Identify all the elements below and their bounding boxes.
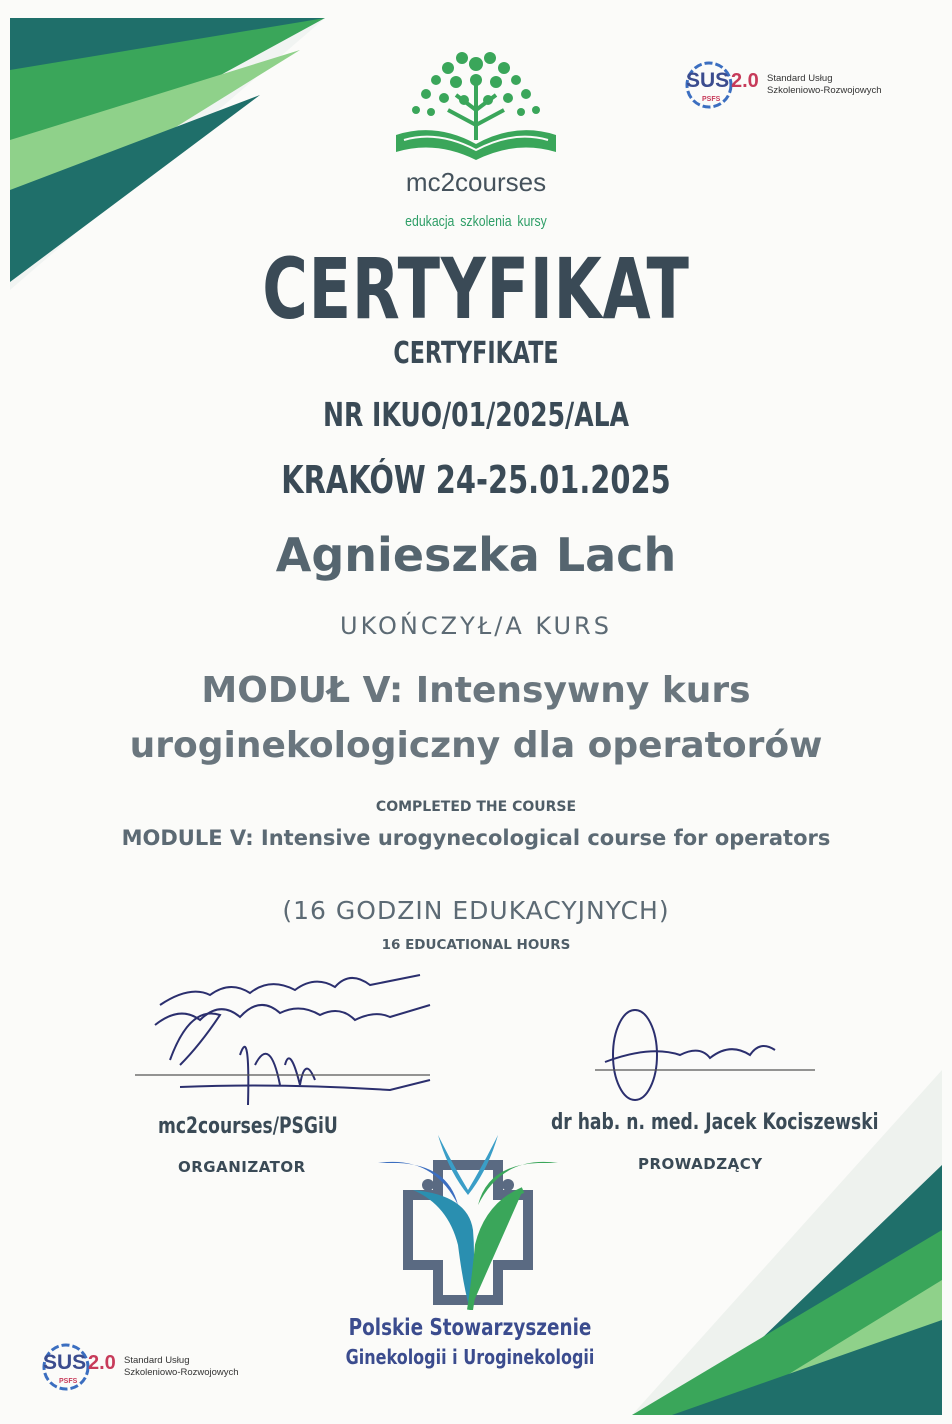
hours-pl: (16 GODZIN EDUKACYJNYCH)	[282, 896, 670, 925]
psgiu-name-line2: Ginekologii i Uroginekologii	[345, 1345, 595, 1369]
place-date: KRAKÓW 24-25.01.2025	[281, 458, 671, 502]
recipient-name: Agnieszka Lach	[275, 528, 677, 582]
tree-book-logo	[386, 40, 566, 168]
signature-organizer	[130, 965, 450, 1135]
sus-sub: PSFS	[59, 1378, 78, 1385]
sus-sub: PSFS	[702, 96, 721, 103]
sus-badge-top	[683, 60, 913, 110]
certificate-title: CERTYFIKAT	[262, 240, 690, 338]
signature-left-name: mc2courses/PSGiU	[158, 1114, 338, 1139]
sus-line2: Szkoleniowo-Rozwojowych	[767, 85, 882, 96]
sus-badge-bottom	[40, 1342, 270, 1392]
signature-left-role: ORGANIZATOR	[178, 1158, 306, 1176]
sus-version: 2.0	[88, 1352, 116, 1374]
signature-lecturer	[590, 1000, 830, 1110]
signature-right-role: PROWADZĄCY	[638, 1155, 763, 1173]
completed-course-en: COMPLETED THE COURSE	[375, 799, 577, 815]
sus-line1: Standard Usług	[767, 73, 833, 84]
psgiu-name-line1: Polskie Stowarzyszenie	[348, 1315, 592, 1341]
psgiu-logo	[378, 1135, 558, 1310]
sus-line1: Standard Usług	[124, 1355, 190, 1366]
brand-name: mc2courses	[405, 167, 547, 197]
course-title-en: MODULE V: Intensive urogynecological course for operators	[121, 826, 831, 850]
certificate-subtitle: CERTYFIKATE	[393, 336, 559, 371]
completed-course-pl: UKOŃCZYŁ/A KURS	[340, 612, 612, 640]
course-title-pl-line2: uroginekologiczny dla operatorów	[129, 725, 823, 766]
brand-tagline: edukacja szkolenia kursy	[405, 213, 547, 230]
sus-acronym: SUS	[686, 69, 730, 92]
certificate-number: NR IKUO/01/2025/ALA	[322, 395, 630, 434]
sus-acronym: SUS	[43, 1351, 87, 1374]
signature-right-name: dr hab. n. med. Jacek Kociszewski	[551, 1110, 879, 1135]
sus-version: 2.0	[731, 70, 759, 92]
hours-en: 16 EDUCATIONAL HOURS	[381, 937, 571, 953]
course-title-pl-line1: MODUŁ V: Intensywny kurs	[201, 670, 751, 711]
sus-line2: Szkoleniowo-Rozwojowych	[124, 1367, 239, 1378]
